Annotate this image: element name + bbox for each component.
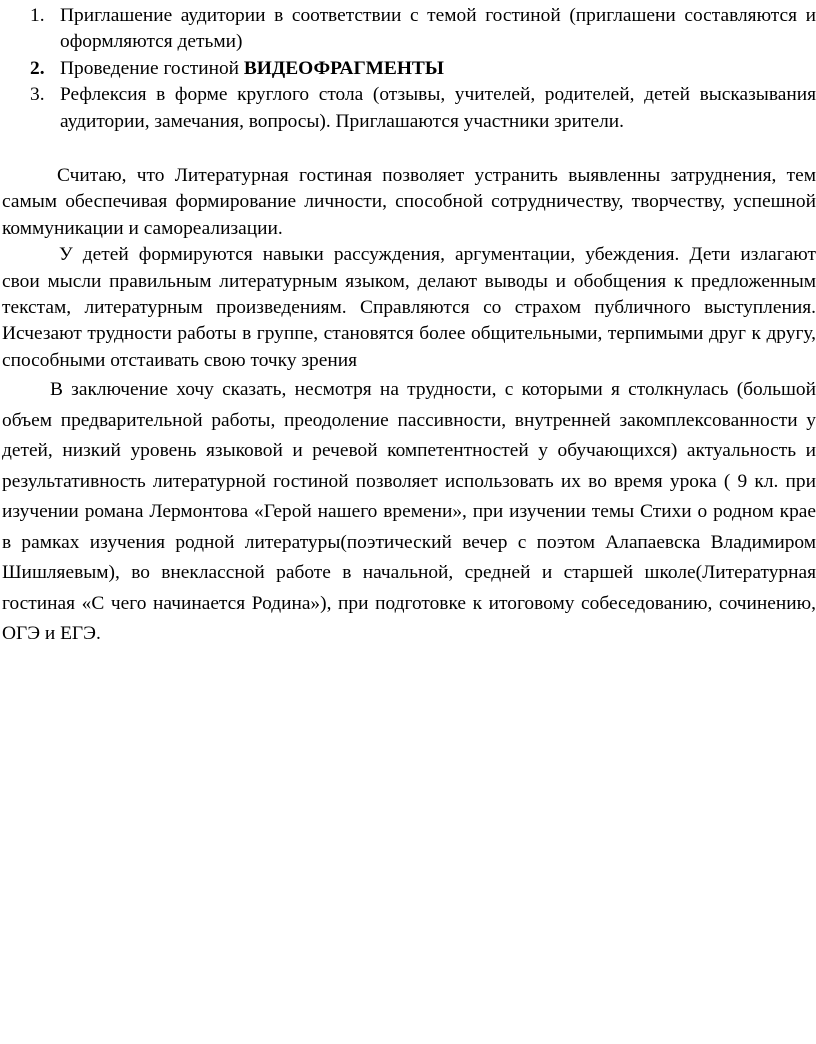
paragraph-conclusion-benefits: Считаю, что Литературная гостиная позволяет устранить выявленны затруднения, тем самым обеспечивая формирование личности, способной сотрудничеству, творчеству, успешной коммуникации и самореализации. — [2, 165, 816, 239]
event-steps-list — [2, 3, 816, 135]
list-item-reflection — [2, 82, 816, 135]
list-item-bold-text: ВИДЕОФРАГМЕНТЫ — [243, 57, 444, 79]
list-item-holding — [2, 56, 816, 82]
list-item-text: Проведение гостиной — [60, 57, 244, 79]
list-number: 1. — [30, 5, 45, 26]
document-content — [2, 3, 816, 650]
paragraph-spacer — [2, 135, 816, 163]
paragraph-final-conclusion: В заключение хочу сказать, несмотря на трудности, с которыми я столкнулась (большой объем предварительной работы, преодоление пассивности, внутренней закомплексованности у детей, низкий уровень языковой и речевой компетентностей у обучающихся) актуальность и результативность литературной гостиной позволяет использовать их во время урока ( 9 кл. при изучении романа Лермонтова «Герой нашего времени», при изучении темы Стихи о родном крае в рамках изучения родной литературы(поэтический вечер с поэтом Алапаевска Владимиром Шишляевым), во внеклассной работе в начальной, средней и старшей школе(Литературная гостиная «С чего начинается Родина»), при подготовке к итоговому собеседованию, сочинению, ОГЭ и ЕГЭ. — [2, 379, 816, 645]
list-number: 2. — [30, 57, 45, 79]
list-item-text: Приглашение аудитории в соответствии с темой гостиной (приглашени составляются и оформляются детьми) — [60, 5, 816, 53]
list-item-invitation — [2, 3, 816, 56]
list-number: 3. — [30, 84, 45, 106]
paragraph-children-skills: У детей формируются навыки рассуждения, аргументации, убеждения. Дети излагают свои мысли правильным литературным языком, делают выводы и обобщения к предложенным текстам, литературным произведениям. Справляются со страхом публичного выступления. Исчезают трудности работы в группе, становятся более общительными, терпимыми друг к другу, способными отстаивать свою точку зрения — [2, 244, 816, 371]
list-item-text: Рефлексия в форме круглого стола (отзывы, учителей, родителей, детей высказывания аудитории, замечания, вопросы). Приглашаются участники зрители. — [60, 84, 816, 132]
